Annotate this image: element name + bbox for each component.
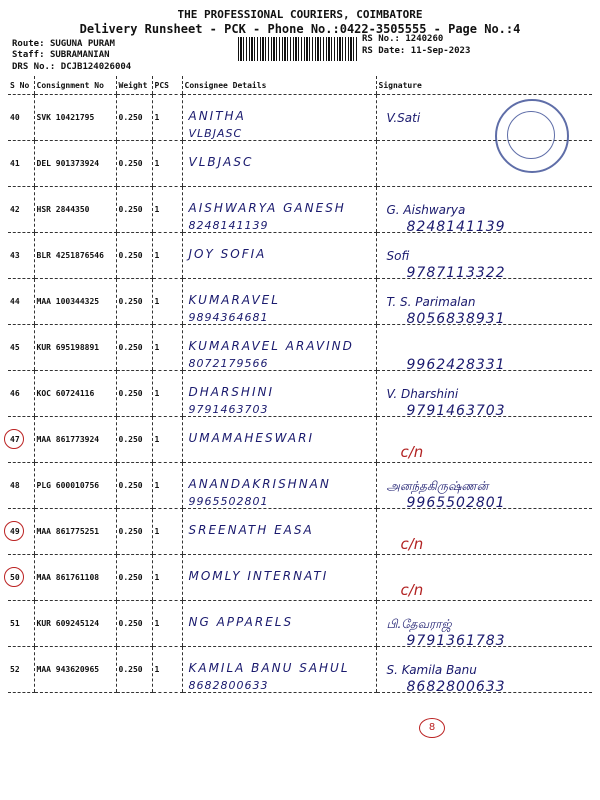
col-sno: S No bbox=[8, 76, 34, 95]
row-consignment-no: MAA 943620965 bbox=[34, 647, 116, 693]
hand-circle-mark bbox=[4, 567, 24, 587]
rs-no-line: RS No.: 1240260 bbox=[362, 34, 444, 44]
consignee-name-handwritten: NG APPARELS bbox=[188, 615, 294, 629]
table-row bbox=[8, 141, 592, 187]
signature-handwritten: S. Kamila Banu bbox=[386, 663, 477, 677]
row-pcs: 1 bbox=[152, 555, 182, 601]
row-consignment-no: KUR 609245124 bbox=[34, 601, 116, 647]
row-weight: 0.250 bbox=[116, 509, 152, 555]
row-sno: 48 bbox=[8, 463, 34, 509]
row-weight: 0.250 bbox=[116, 187, 152, 233]
row-weight: 0.250 bbox=[116, 233, 152, 279]
row-consignee-details bbox=[182, 95, 376, 141]
consignee-name-handwritten: ANANDAKRISHNAN bbox=[188, 477, 331, 491]
signature-handwritten: c/n bbox=[400, 535, 424, 553]
consignee-phone-handwritten: 9894364681 bbox=[188, 311, 269, 324]
row-sno: 40 bbox=[8, 95, 34, 141]
hand-circle-mark bbox=[4, 429, 24, 449]
signature-handwritten: V.Sati bbox=[386, 111, 421, 125]
row-weight: 0.250 bbox=[116, 371, 152, 417]
signature-phone-handwritten: 9787113322 bbox=[406, 265, 506, 281]
row-weight: 0.250 bbox=[116, 463, 152, 509]
consignee-phone-handwritten: VLBJASC bbox=[188, 127, 243, 140]
page-mark: 8 bbox=[419, 718, 445, 738]
row-consignment-no: MAA 861761108 bbox=[34, 555, 116, 601]
row-pcs: 1 bbox=[152, 463, 182, 509]
row-pcs: 1 bbox=[152, 509, 182, 555]
row-sno: 43 bbox=[8, 233, 34, 279]
row-pcs: 1 bbox=[152, 601, 182, 647]
row-consignee-details bbox=[182, 187, 376, 233]
signature-phone-handwritten: 9791361783 bbox=[406, 633, 506, 649]
barcode bbox=[238, 37, 358, 61]
row-consignment-no: KUR 695198891 bbox=[34, 325, 116, 371]
row-pcs: 1 bbox=[152, 233, 182, 279]
row-sno: 46 bbox=[8, 371, 34, 417]
row-pcs: 1 bbox=[152, 371, 182, 417]
row-consignee-details bbox=[182, 509, 376, 555]
row-weight: 0.250 bbox=[116, 95, 152, 141]
table-row bbox=[8, 233, 592, 279]
row-sno: 44 bbox=[8, 279, 34, 325]
row-consignee-details bbox=[182, 601, 376, 647]
rs-date-line: RS Date: 11-Sep-2023 bbox=[362, 46, 471, 56]
row-consignee-details bbox=[182, 141, 376, 187]
consignee-name-handwritten: UMAMAHESWARI bbox=[188, 431, 314, 445]
consignee-phone-handwritten: 9965502801 bbox=[188, 495, 269, 508]
row-signature bbox=[376, 555, 592, 601]
row-pcs: 1 bbox=[152, 279, 182, 325]
row-signature bbox=[376, 371, 592, 417]
signature-handwritten: Sofi bbox=[386, 249, 410, 263]
table-header-row bbox=[8, 76, 592, 95]
row-pcs: 1 bbox=[152, 141, 182, 187]
rs-date-value: 11-Sep-2023 bbox=[410, 46, 471, 56]
row-consignment-no: PLG 600010756 bbox=[34, 463, 116, 509]
row-consignment-no: BLR 4251876546 bbox=[34, 233, 116, 279]
row-weight: 0.250 bbox=[116, 555, 152, 601]
row-signature bbox=[376, 233, 592, 279]
row-consignee-details bbox=[182, 325, 376, 371]
row-consignment-no: MAA 861773924 bbox=[34, 417, 116, 463]
consignee-name-handwritten: ANITHA bbox=[188, 109, 246, 123]
row-consignee-details bbox=[182, 555, 376, 601]
row-weight: 0.250 bbox=[116, 141, 152, 187]
row-consignee-details bbox=[182, 279, 376, 325]
col-weight: Weight bbox=[116, 76, 152, 95]
row-consignment-no: DEL 901373924 bbox=[34, 141, 116, 187]
drs-value: DCJB124026004 bbox=[60, 62, 132, 72]
row-pcs: 1 bbox=[152, 187, 182, 233]
table-row bbox=[8, 555, 592, 601]
row-weight: 0.250 bbox=[116, 647, 152, 693]
hand-circle-mark bbox=[4, 521, 24, 541]
row-consignee-details bbox=[182, 647, 376, 693]
signature-handwritten: c/n bbox=[400, 581, 424, 599]
row-weight: 0.250 bbox=[116, 417, 152, 463]
signature-phone-handwritten: 9791463703 bbox=[406, 403, 506, 419]
row-sno: 41 bbox=[8, 141, 34, 187]
table-row bbox=[8, 509, 592, 555]
row-signature bbox=[376, 417, 592, 463]
row-signature bbox=[376, 279, 592, 325]
consignee-name-handwritten: DHARSHINI bbox=[188, 385, 275, 399]
row-sno: 42 bbox=[8, 187, 34, 233]
row-consignee-details bbox=[182, 371, 376, 417]
row-signature bbox=[376, 601, 592, 647]
table-row bbox=[8, 647, 592, 693]
staff-value: SUBRAMANIAN bbox=[49, 50, 110, 60]
route-line: Route: SUGUNA PURAM bbox=[12, 39, 115, 49]
row-sno: 52 bbox=[8, 647, 34, 693]
row-consignee-details bbox=[182, 417, 376, 463]
drs-line: DRS No.: DCJB124026004 bbox=[12, 62, 132, 72]
staff-line: Staff: SUBRAMANIAN bbox=[12, 50, 110, 60]
consignee-name-handwritten: MOMLY INTERNATI bbox=[188, 569, 329, 583]
signature-handwritten: அனந்தகிருஷ்ணன் bbox=[386, 479, 489, 493]
signature-phone-handwritten: 9965502801 bbox=[406, 495, 506, 511]
route-value: SUGUNA PURAM bbox=[49, 39, 115, 49]
row-consignment-no: MAA 100344325 bbox=[34, 279, 116, 325]
table-row bbox=[8, 325, 592, 371]
row-sno: 51 bbox=[8, 601, 34, 647]
row-signature bbox=[376, 95, 592, 141]
row-pcs: 1 bbox=[152, 647, 182, 693]
row-sno: 49 bbox=[8, 509, 34, 555]
table-row bbox=[8, 187, 592, 233]
row-weight: 0.250 bbox=[116, 601, 152, 647]
row-sno: 47 bbox=[8, 417, 34, 463]
consignee-phone-handwritten: 8248141139 bbox=[188, 219, 269, 232]
signature-phone-handwritten: 9962428331 bbox=[406, 357, 506, 373]
signature-handwritten: V. Dharshini bbox=[386, 387, 459, 401]
row-signature bbox=[376, 141, 592, 187]
rs-no-value: 1240260 bbox=[405, 34, 444, 44]
table-row bbox=[8, 417, 592, 463]
row-signature bbox=[376, 509, 592, 555]
signature-handwritten: G. Aishwarya bbox=[386, 203, 466, 217]
runsheet-table bbox=[8, 76, 592, 693]
signature-phone-handwritten: 8682800633 bbox=[406, 679, 506, 695]
row-pcs: 1 bbox=[152, 95, 182, 141]
consignee-name-handwritten: SREENATH EASA bbox=[188, 523, 314, 537]
row-signature bbox=[376, 325, 592, 371]
table-row bbox=[8, 279, 592, 325]
table-row bbox=[8, 371, 592, 417]
row-signature bbox=[376, 647, 592, 693]
row-consignee-details bbox=[182, 463, 376, 509]
signature-handwritten: பி.தேவராஜ் bbox=[386, 617, 452, 631]
col-details: Consignee Details bbox=[182, 76, 376, 95]
consignee-name-handwritten: AISHWARYA GANESH bbox=[188, 201, 346, 215]
row-sno: 45 bbox=[8, 325, 34, 371]
row-weight: 0.250 bbox=[116, 279, 152, 325]
col-consignment: Consignment No bbox=[34, 76, 116, 95]
company-title: THE PROFESSIONAL COURIERS, COIMBATORE bbox=[177, 8, 423, 21]
runsheet-subtitle: Delivery Runsheet - PCK - Phone No.:0422-3505555 - Page No.:4 bbox=[79, 22, 521, 36]
row-pcs: 1 bbox=[152, 325, 182, 371]
consignee-name-handwritten: KUMARAVEL bbox=[188, 293, 280, 307]
row-sno: 50 bbox=[8, 555, 34, 601]
row-signature bbox=[376, 187, 592, 233]
signature-handwritten: c/n bbox=[400, 443, 424, 461]
row-consignment-no: SVK 10421795 bbox=[34, 95, 116, 141]
row-consignment-no: KOC 60724116 bbox=[34, 371, 116, 417]
row-consignee-details bbox=[182, 233, 376, 279]
signature-phone-handwritten: 8248141139 bbox=[406, 219, 506, 235]
table-row bbox=[8, 95, 592, 141]
consignee-name-handwritten: JOY SOFIA bbox=[188, 247, 267, 261]
consignee-name-handwritten: KAMILA BANU SAHUL bbox=[188, 661, 350, 675]
row-pcs: 1 bbox=[152, 417, 182, 463]
table-row bbox=[8, 601, 592, 647]
consignee-phone-handwritten: 9791463703 bbox=[188, 403, 269, 416]
consignee-phone-handwritten: 8072179566 bbox=[188, 357, 269, 370]
row-signature bbox=[376, 463, 592, 509]
row-consignment-no: MAA 861775251 bbox=[34, 509, 116, 555]
signature-phone-handwritten: 8056838931 bbox=[406, 311, 506, 327]
col-pcs: PCS bbox=[152, 76, 182, 95]
row-weight: 0.250 bbox=[116, 325, 152, 371]
col-signature: Signature bbox=[376, 76, 592, 95]
consignee-name-handwritten: VLBJASC bbox=[188, 155, 254, 169]
row-consignment-no: HSR 2844350 bbox=[34, 187, 116, 233]
table-row bbox=[8, 463, 592, 509]
signature-handwritten: T. S. Parimalan bbox=[386, 295, 476, 309]
consignee-phone-handwritten: 8682800633 bbox=[188, 679, 269, 692]
consignee-name-handwritten: KUMARAVEL ARAVIND bbox=[188, 339, 354, 353]
